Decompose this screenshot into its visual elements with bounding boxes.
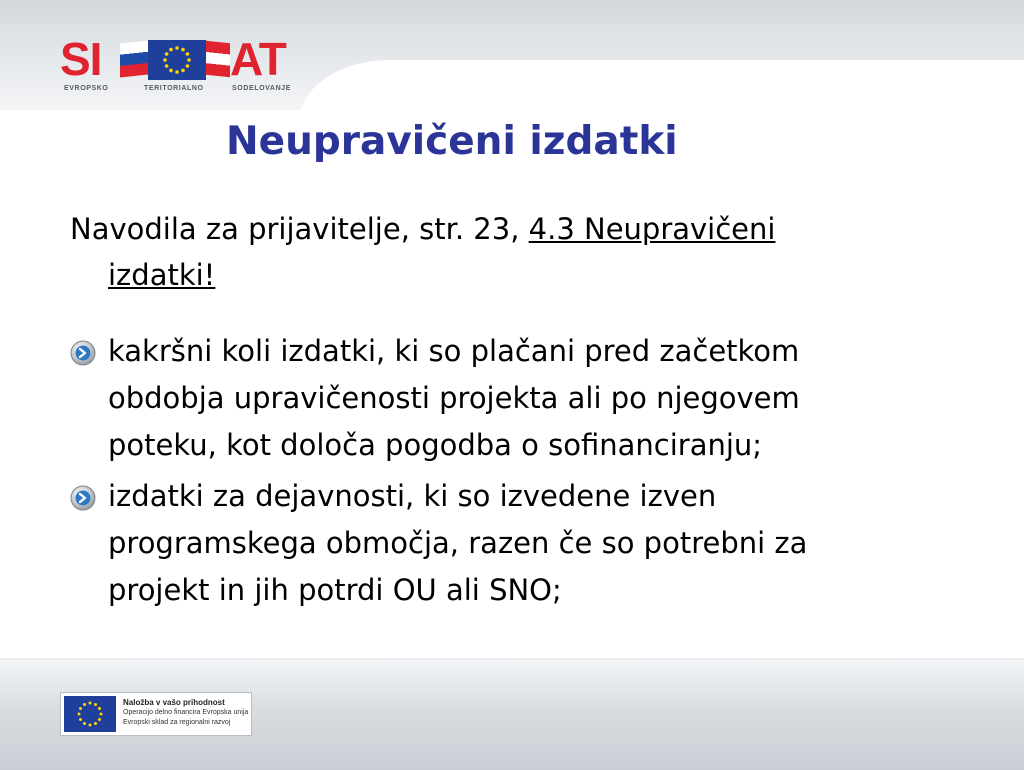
austria-flag-icon [206,41,230,78]
intro-reference-link-part1: 4.3 Neupravičeni [528,212,776,246]
bullet-line: poteku, kot določa pogodba o sofinanciranju; [108,428,763,462]
intro-line2 [70,252,970,298]
arrow-circle-icon [70,485,96,511]
bullet-list [70,328,970,614]
arrow-circle-icon [70,340,96,366]
bullet-line: izdatki za dejavnosti, ki so izvedene izven [108,479,717,513]
footer-line3: Evropski sklad za regionalni razvoj [123,719,231,726]
list-item [70,328,970,469]
footer-line2: Operacijo delno financira Evropska unija [123,709,249,716]
eu-funding-text [123,697,249,728]
logo-at-text: AT [230,33,286,85]
bullet-line: projekt in jih potrdi OU ali SNO; [108,573,562,607]
bullet-line: programskega območja, razen če so potrebni za [108,526,808,560]
eu-flag-icon [148,40,206,80]
list-item [70,473,970,614]
intro-reference-link-part2: izdatki! [108,258,216,292]
slide-title: Neupravičeni izdatki [226,119,678,164]
intro-paragraph [70,206,970,298]
logo-word-teritorialno: TERITORIALNO [144,85,204,92]
eu-funding-logo [60,692,252,736]
footer-line1: Naložba v vašo prihodnost [123,698,225,707]
logo-si-text: SI [60,33,102,85]
logo-word-sodelovanje: SODELOVANJE [232,85,291,92]
si-at-logo [58,33,304,98]
intro-prefix: Navodila za prijavitelje, str. 23, [70,212,529,246]
bullet-line: kakršni koli izdatki, ki so plačani pred začetkom [108,334,800,368]
eu-flag-icon [64,696,116,732]
bullet-line: obdobja upravičenosti projekta ali po njegovem [108,381,800,415]
slovenia-flag-icon [120,41,148,78]
logo-tagline [64,84,304,96]
logo-word-evropsko: EVROPSKO [64,85,109,92]
